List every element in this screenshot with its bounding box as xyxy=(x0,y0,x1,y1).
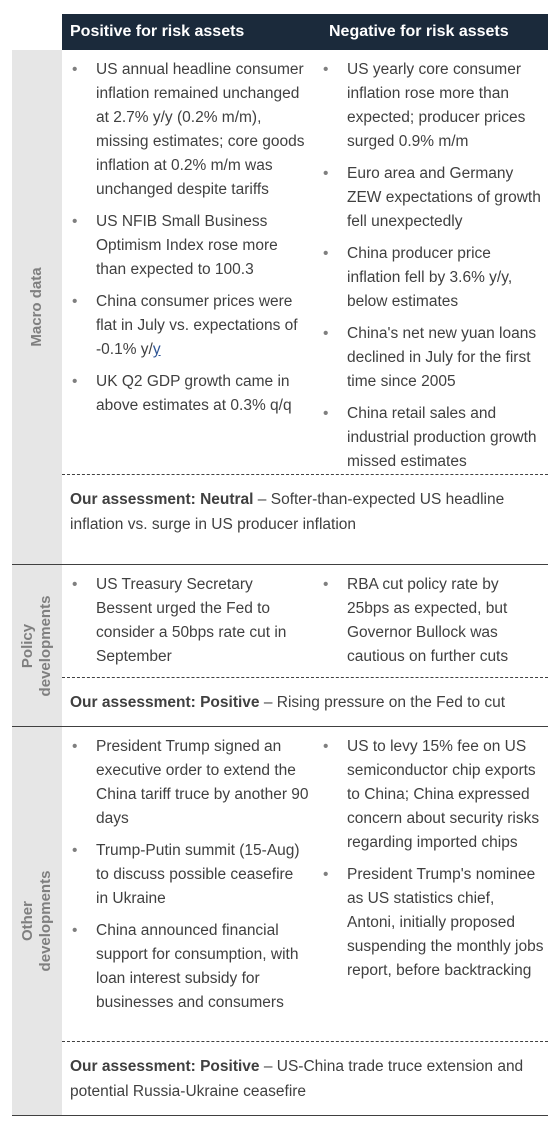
section-body xyxy=(62,565,548,726)
negative-column-header: Negative for risk assets xyxy=(329,23,509,40)
section-label-cell xyxy=(12,50,62,564)
negative-column xyxy=(313,58,548,470)
list-item: • Trump-Putin summit (15-Aug) to discuss possible ceasefire in Ukraine xyxy=(62,839,313,911)
section-body xyxy=(62,727,548,1115)
list-item: • US NFIB Small Business Optimism Index rose more than expected to 100.3 xyxy=(62,210,313,282)
section-label-line: developments xyxy=(37,870,54,972)
list-item: • President Trump signed an executive order to extend the China tariff truce by another 90 days xyxy=(62,735,313,831)
section-columns xyxy=(62,727,548,1041)
header-corner xyxy=(12,14,62,50)
assessment xyxy=(62,474,548,547)
list-item: • US to levy 15% fee on US semiconductor chip exports to China; China expressed concern about security risks regarding imported chips xyxy=(313,735,548,855)
section-other-developments xyxy=(12,727,548,1116)
assessment xyxy=(62,677,548,725)
section-policy-developments xyxy=(12,565,548,727)
section-label-cell xyxy=(12,727,62,1115)
list-item: • US yearly core consumer inflation rose more than expected; producer prices surged 0.9% m/m xyxy=(313,58,548,154)
section-columns xyxy=(62,50,548,474)
risk-assets-table xyxy=(12,14,548,1116)
section-label-line: Other xyxy=(19,901,36,942)
list-item xyxy=(62,290,313,362)
list-item: • China's net new yuan loans declined in July for the first time since 2005 xyxy=(313,322,548,394)
list-item-text: China consumer prices were flat in July vs. expectations of -0.1% y/ xyxy=(96,293,298,358)
list-item: • US Treasury Secretary Bessent urged the Fed to consider a 50bps rate cut in September xyxy=(62,573,313,669)
section-body xyxy=(62,50,548,564)
table-header xyxy=(12,14,548,50)
assessment-text: – Rising pressure on the Fed to cut xyxy=(259,694,506,711)
section-label-macro-data: Macro data xyxy=(28,267,45,347)
assessment-label: Our assessment: Positive xyxy=(70,1058,260,1075)
header-columns xyxy=(62,14,548,50)
list-item: • RBA cut policy rate by 25bps as expected, but Governor Bullock was cautious on further cuts xyxy=(313,573,548,669)
assessment-label: Our assessment: Neutral xyxy=(70,491,254,508)
section-macro-data xyxy=(12,50,548,565)
section-label-other-developments xyxy=(19,871,55,972)
section-label-cell xyxy=(12,565,62,726)
list-item: • US annual headline consumer inflation remained unchanged at 2.7% y/y (0.2% m/m), missing estimates; core goods inflation at 0.2% m/m was unchanged despite tariffs xyxy=(62,58,313,202)
negative-column xyxy=(313,735,548,1033)
positive-column xyxy=(62,58,313,466)
section-label-policy-developments xyxy=(19,595,55,696)
assessment-text: – Softer-than-expected US headline inflation vs. surge in US producer inflation xyxy=(70,491,505,533)
list-item: • President Trump's nominee as US statistics chief, Antoni, initially proposed suspending the monthly jobs report, before backtracking xyxy=(313,863,548,983)
list-item: • UK Q2 GDP growth came in above estimates at 0.3% q/q xyxy=(62,370,313,418)
section-label-line: Policy xyxy=(19,623,36,668)
assessment-label: Our assessment: Positive xyxy=(70,694,260,711)
positive-column-header: Positive for risk assets xyxy=(70,23,245,40)
inline-link[interactable]: y xyxy=(152,341,161,358)
list-item: • China producer price inflation fell by 3.6% y/y, below estimates xyxy=(313,242,548,314)
list-item: • China announced financial support for consumption, with loan interest subsidy for businesses and consumers xyxy=(62,919,313,1015)
list-item: • Euro area and Germany ZEW expectations of growth fell unexpectedly xyxy=(313,162,548,234)
section-label-line: developments xyxy=(37,595,54,696)
positive-column xyxy=(62,735,313,1033)
section-columns xyxy=(62,565,548,677)
list-item: • China retail sales and industrial production growth missed estimates xyxy=(313,402,548,474)
assessment-text: – US-China trade truce extension and potential Russia-Ukraine ceasefire xyxy=(70,1058,524,1100)
assessment xyxy=(62,1041,548,1114)
positive-column xyxy=(62,573,313,669)
negative-column xyxy=(313,573,548,669)
